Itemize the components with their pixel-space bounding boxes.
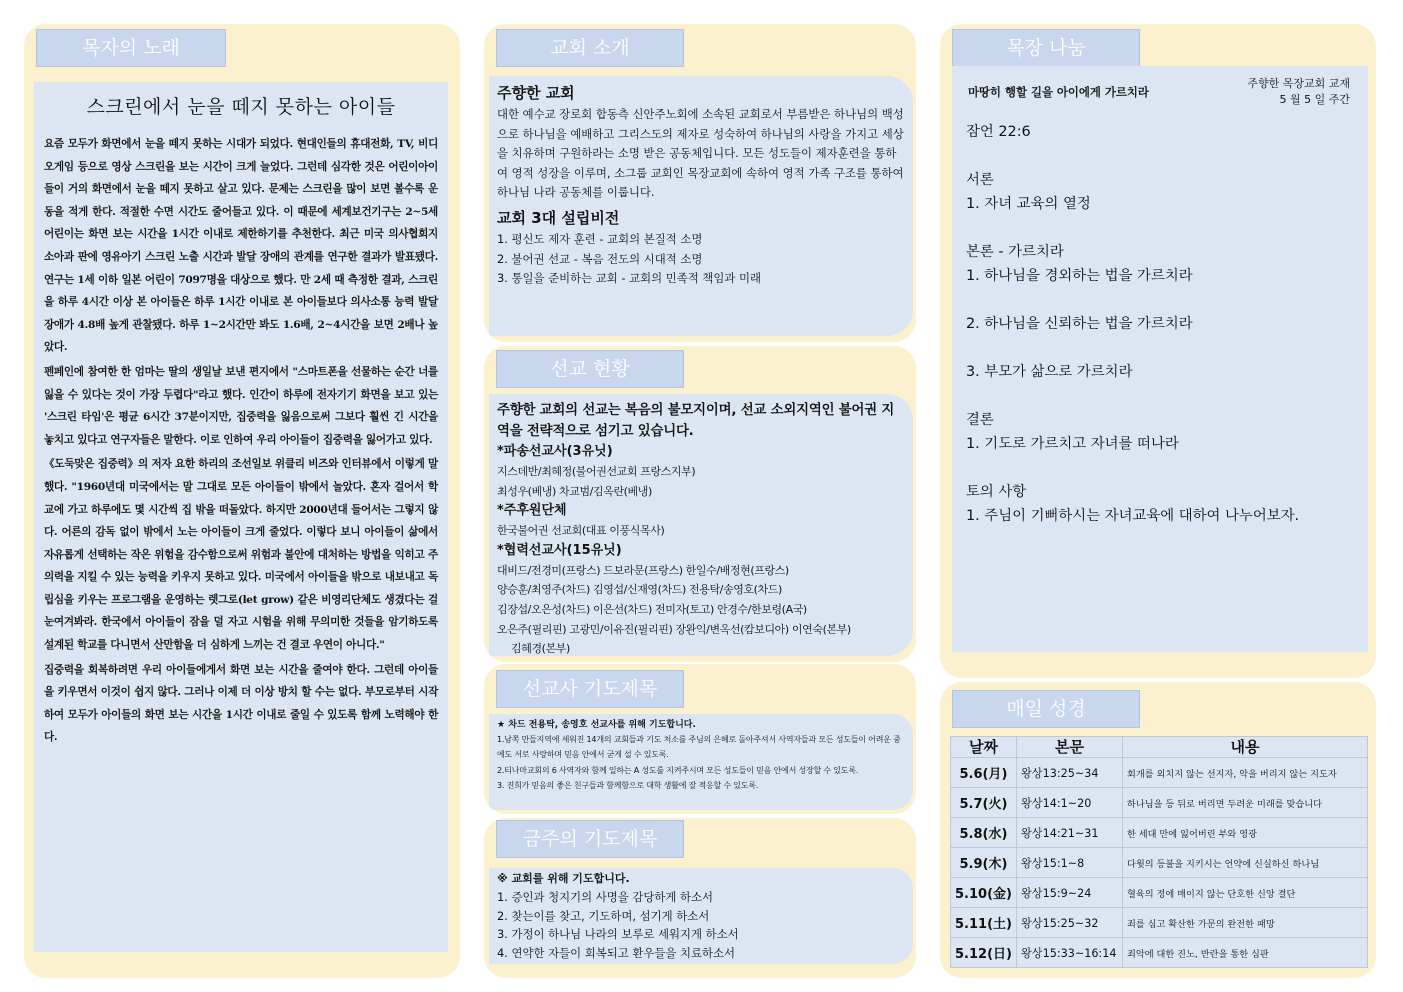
church-intro-box <box>489 76 913 336</box>
daily-bible-body <box>951 758 1368 968</box>
mokjang-line: 3. 부모가 삶으로 가르치라 <box>966 364 1133 380</box>
church-intro-tab: 교회 소개 <box>496 29 684 67</box>
pastor-panel <box>24 24 460 978</box>
vision-heading: 교회 3대 설립비전 <box>497 208 620 227</box>
vision-item: 2. 불어권 선교 - 복음 전도의 시대적 소명 <box>497 251 703 266</box>
church-intro-text: 대한 예수교 장로회 합동측 신안주노회에 소속된 교회로서 부름받은 하나님의 백성으로 하나님을 예배하고 그리스도의 제자로 성숙하여 하나님의 사랑을 가지고 세상을 치유하며 구원하라는 소명 받은 공동체입니다. 모든 성도들이 제자훈련을 통하여 영적 성장을 이루며, 소그룹 교회인 목장교회에 속하여 영적 가족 구조를 통하여 하나님 나라 공동체를 이룹니다. <box>497 107 904 200</box>
pastor-paragraph: 집중력을 회복하려면 우리 아이들에게서 화면 보는 시간을 줄여야 한다. 그런데 아이들을 키우면서 이것이 쉽지 않다. 그러나 이제 더 이상 방치 할 수는 없다. 부모로부터 시작하여 모두가 아이들의 화면 보는 시간을 1시간 이내로 줄일 수 있도록 함께 노력해야 한다. <box>44 663 438 744</box>
vision-item: 3. 통일을 준비하는 교회 - 교회의 민족적 책임과 미래 <box>497 271 762 286</box>
row-reference: 왕상13:25~34 <box>1016 758 1122 788</box>
missionary-prayer-item: 3. 진희가 믿음의 좋은 친구들과 함께함으로 대학 생활에 잘 적응할 수 있도록. <box>497 781 759 791</box>
table-row <box>951 908 1368 938</box>
row-content: 죄악에 대한 진노, 반란을 통한 심판 <box>1122 938 1367 968</box>
mokjang-spacer <box>960 216 1360 240</box>
row-date: 5.12(日) <box>951 938 1017 968</box>
pastor-paragraph: 요즘 모두가 화면에서 눈을 떼지 못하는 시대가 되었다. 현대인들의 휴대전화, TV, 비디오게임 등으로 영상 스크린을 보는 시간이 크게 늘었다. 그런데 심각한 것은 어린이아이들이 거의 화면에서 눈을 떼지 못하고 살고 있다. 문제는 스크린을 많이 보면 볼수록 운동을 적게 한다. 적절한 수면 시간도 줄어들고 있다. 이 때문에 세계보건기구는 2~5세 어린이는 화면 보는 시간을 1시간 이내로 제한하기를 추천한다. 최근 미국 의사협회지 소아과 판에 영유아기 스크린 노출 시간과 발달 장애의 관계를 연구한 결과가 발표됐다. 연구는 1세 이하 일본 어린이 7097명을 대상으로 했다. 만 2세 때 측정한 결과, 스크린을 하루 4시간 이상 본 아이들은 하루 1시간 이내로 본 아이들보다 의사소통 능력 발달 장애가 4.8배 높게 관찰됐다. 하루 1~2시간만 봐도 1.6배, 2~4시간을 보면 2배나 높았다. <box>44 138 438 354</box>
row-content: 다윗의 등불을 지키시는 언약에 신실하신 하나님 <box>1122 848 1367 878</box>
table-row <box>951 938 1368 968</box>
mokjang-line: 1. 기도로 가르치고 자녀를 떠나라 <box>966 436 1179 452</box>
daily-bible-tab: 매일 성경 <box>952 690 1140 728</box>
row-reference: 왕상15:9~24 <box>1016 878 1122 908</box>
support-line: 한국불어권 선교회(대표 이풍식목사) <box>497 524 665 538</box>
row-content: 하나님을 등 뒤로 버리면 두려운 미래를 맞습니다 <box>1122 788 1367 818</box>
mokjang-line: 1. 주님이 기뻐하시는 자녀교육에 대하여 나누어보자. <box>966 508 1300 524</box>
mokjang-spacer <box>960 336 1360 360</box>
header-date: 날짜 <box>951 737 1017 758</box>
mokjang-panel <box>940 24 1376 678</box>
daily-bible-panel <box>940 682 1376 978</box>
support-heading: *주후원단체 <box>497 503 567 519</box>
mokjang-note-line: 주향한 목장교회 교재 <box>1247 77 1350 90</box>
row-date: 5.7(火) <box>951 788 1017 818</box>
coop-missionary-heading: *협력선교사(15유닛) <box>497 542 622 558</box>
mokjang-note-line: 5 월 5 일 주간 <box>1279 93 1350 106</box>
mokjang-header <box>960 77 1360 120</box>
mokjang-spacer <box>960 384 1360 408</box>
daily-bible-table <box>950 736 1368 968</box>
header-reference: 본문 <box>1016 737 1122 758</box>
header-content: 내용 <box>1122 737 1367 758</box>
mokjang-outline <box>960 120 1360 528</box>
table-row <box>951 758 1368 788</box>
coop-missionary-line: 대비드/전경미(프랑스) 드보라문(프랑스) 한일수/배정현(프랑스) <box>497 563 789 577</box>
missionary-prayer-item: 1.남쪽 만들지역에 세워진 14개의 교회들과 기도 처소를 주님의 은혜로 돌아주셔서 사역자들과 모든 성도들이 어려운 중에도 서로 사랑하며 믿음 안에서 굳게 설 수 있도록. <box>497 735 901 760</box>
row-reference: 왕상15:25~32 <box>1016 908 1122 938</box>
mission-box <box>489 394 913 656</box>
church-name-heading: 주향한 교회 <box>497 84 575 102</box>
sent-missionary-line: 지스데반/최혜정(불어권선교회 프랑스지부) <box>497 465 696 478</box>
mokjang-line: 잠언 22:6 <box>966 124 1031 140</box>
coop-missionary-line: 오은주(필리핀) 고광민/이유진(필리핀) 장완익/변옥선(캄보디아) 이연숙(본부) <box>497 622 851 636</box>
sent-missionary-line: 최성우(베냉) 차교범/김옥란(베냉) <box>497 484 652 498</box>
pastor-title: 스크린에서 눈을 떼지 못하는 아이들 <box>86 96 396 118</box>
mokjang-spacer <box>960 144 1360 168</box>
mokjang-line: 본론 - 가르치라 <box>966 244 1064 260</box>
missionary-prayer-item: 2.티나마교회의 6 사역자와 함께 일하는 A 성도를 지켜주시며 모든 성도들이 믿음 안에서 성장할 수 있도록. <box>497 765 859 775</box>
pastor-paragraph: 펜페인에 참여한 한 엄마는 딸의 생일날 보낸 편지에서 "스마트폰을 선물하는 순간 너를 잃을 수 있다는 것이 가장 두렵다"라고 했다. 인간이 하루에 전자기기 화면을 보고 있는 '스크린 타임'은 평균 6시간 37분이지만, 집중력을 잃음으로써 그보다 훨씬 긴 시간을 놓치고 있다고 연구자들은 말한다. 이로 인하여 우리 아이들이 집중력을 잃어가고 있다. <box>44 365 438 446</box>
mokjang-box <box>952 66 1368 652</box>
mokjang-spacer <box>960 456 1360 480</box>
mokjang-line: 1. 하나님을 경외하는 법을 가르치라 <box>966 268 1193 284</box>
row-date: 5.6(月) <box>951 758 1017 788</box>
pastor-paragraph: 《도둑맞은 집중력》의 저자 요한 하리의 조선일보 위클리 비즈와 인터뷰에서 이렇게 말했다. "1960년대 미국에서는 말 그대로 모든 아이들이 밖에서 놀았다. 혼자 걸어서 학교에 가고 하루에도 몇 시간씩 집 밖을 떠돌았다. 하지만 2000년대 들어서는 그렇지 않다. 어른의 감독 없이 밖에서 노는 아이들이 크게 줄었다. 이렇다 보니 아이들이 삶에서 자유롭게 선택하는 작은 위험을 감수함으로써 위험과 불안에 대처하는 방법을 익히고 주의력을 지킬 수 있는 능력을 키우지 못하고 있다. 미국에서 아이들을 밖으로 내보내고 독립심을 키우는 프로그램을 운영하는 렛그로(let grow) 같은 비영리단체도 생겼다는 걸 눈여겨봐라. 한국에서 아이들이 잠을 덜 자고 시험을 위해 무의미한 것들을 암기하도록 설계된 학교를 다니면서 산만함을 더 심하게 느끼는 건 결코 우연이 아니다." <box>44 458 438 652</box>
row-reference: 왕상14:21~31 <box>1016 818 1122 848</box>
mokjang-note <box>1247 76 1350 108</box>
table-header-row <box>951 737 1368 758</box>
mokjang-verse-title: 마땅히 행할 길을 아이에게 가르치라 <box>968 85 1149 99</box>
table-row <box>951 848 1368 878</box>
mokjang-tab: 목장 나눔 <box>952 29 1140 67</box>
row-date: 5.9(木) <box>951 848 1017 878</box>
missionary-prayer-panel <box>484 664 916 814</box>
row-reference: 왕상15:1~8 <box>1016 848 1122 878</box>
row-date: 5.8(水) <box>951 818 1017 848</box>
weekly-prayer-box <box>489 868 913 964</box>
sent-missionary-heading: *파송선교사(3유닛) <box>497 444 613 459</box>
mokjang-spacer <box>960 288 1360 312</box>
mission-lead: 주향한 교회의 선교는 복음의 불모지이며, 선교 소외지역인 불어권 지역을 전략적으로 섬기고 있습니다. <box>497 403 895 439</box>
row-content: 회개를 외치지 않는 선지자, 악을 버리지 않는 지도자 <box>1122 758 1367 788</box>
row-content: 죄를 심고 확산한 가문의 완전한 패망 <box>1122 908 1367 938</box>
coop-missionary-line: 양승훈/최영주(차드) 김영섭/신재영(차드) 전용탁/송영호(차드) <box>497 583 782 597</box>
church-intro-panel <box>484 24 916 342</box>
missionary-prayer-tab: 선교사 기도제목 <box>496 670 684 708</box>
weekly-prayer-panel <box>484 818 916 978</box>
weekly-prayer-tab: 금주의 기도제목 <box>496 820 684 858</box>
pastor-tab: 목자의 노래 <box>36 29 226 67</box>
weekly-prayer-item: 3. 가정이 하나님 나라의 보루로 세워지게 하소서 <box>497 927 739 942</box>
missionary-prayer-heading: ★ 차드 전용탁, 송영호 선교사를 위해 기도합니다. <box>497 720 696 730</box>
pastor-column-box <box>34 82 448 952</box>
row-content: 혈육의 정에 매이지 않는 단호한 신앙 결단 <box>1122 878 1367 908</box>
mission-tab: 선교 현황 <box>496 350 684 388</box>
table-row <box>951 878 1368 908</box>
weekly-prayer-item: 1. 증인과 청지기의 사명을 감당하게 하소서 <box>497 890 714 904</box>
mokjang-line: 토의 사항 <box>966 484 1027 500</box>
mission-panel <box>484 346 916 662</box>
row-reference: 왕상14:1~20 <box>1016 788 1122 818</box>
row-content: 한 세대 만에 잃어버린 부와 영광 <box>1122 818 1367 848</box>
weekly-prayer-item: 2. 찾는이를 찾고, 기도하며, 섬기게 하소서 <box>497 908 710 923</box>
coop-missionary-line: 김혜경(본부) <box>511 642 570 656</box>
mokjang-line: 2. 하나님을 신뢰하는 법을 가르치라 <box>966 316 1193 332</box>
weekly-prayer-item: 4. 연약한 자들이 회복되고 환우들을 치료하소서 <box>497 945 736 960</box>
missionary-prayer-box <box>489 714 913 810</box>
weekly-prayer-heading: ※ 교회를 위해 기도합니다. <box>497 872 630 885</box>
mokjang-line: 결론 <box>966 412 994 428</box>
row-date: 5.10(金) <box>951 878 1017 908</box>
table-row <box>951 818 1368 848</box>
mokjang-line: 1. 자녀 교육의 열정 <box>966 196 1091 212</box>
table-row <box>951 788 1368 818</box>
row-reference: 왕상15:33~16:14 <box>1016 938 1122 968</box>
coop-missionary-line: 김장섭/오은성(차드) 이은선(차드) 전미자(토고) 안경수/한보령(A국) <box>497 602 807 616</box>
row-date: 5.11(土) <box>951 908 1017 938</box>
mokjang-line: 서론 <box>966 172 994 188</box>
vision-item: 1. 평신도 제자 훈련 - 교회의 본질적 소명 <box>497 231 703 246</box>
